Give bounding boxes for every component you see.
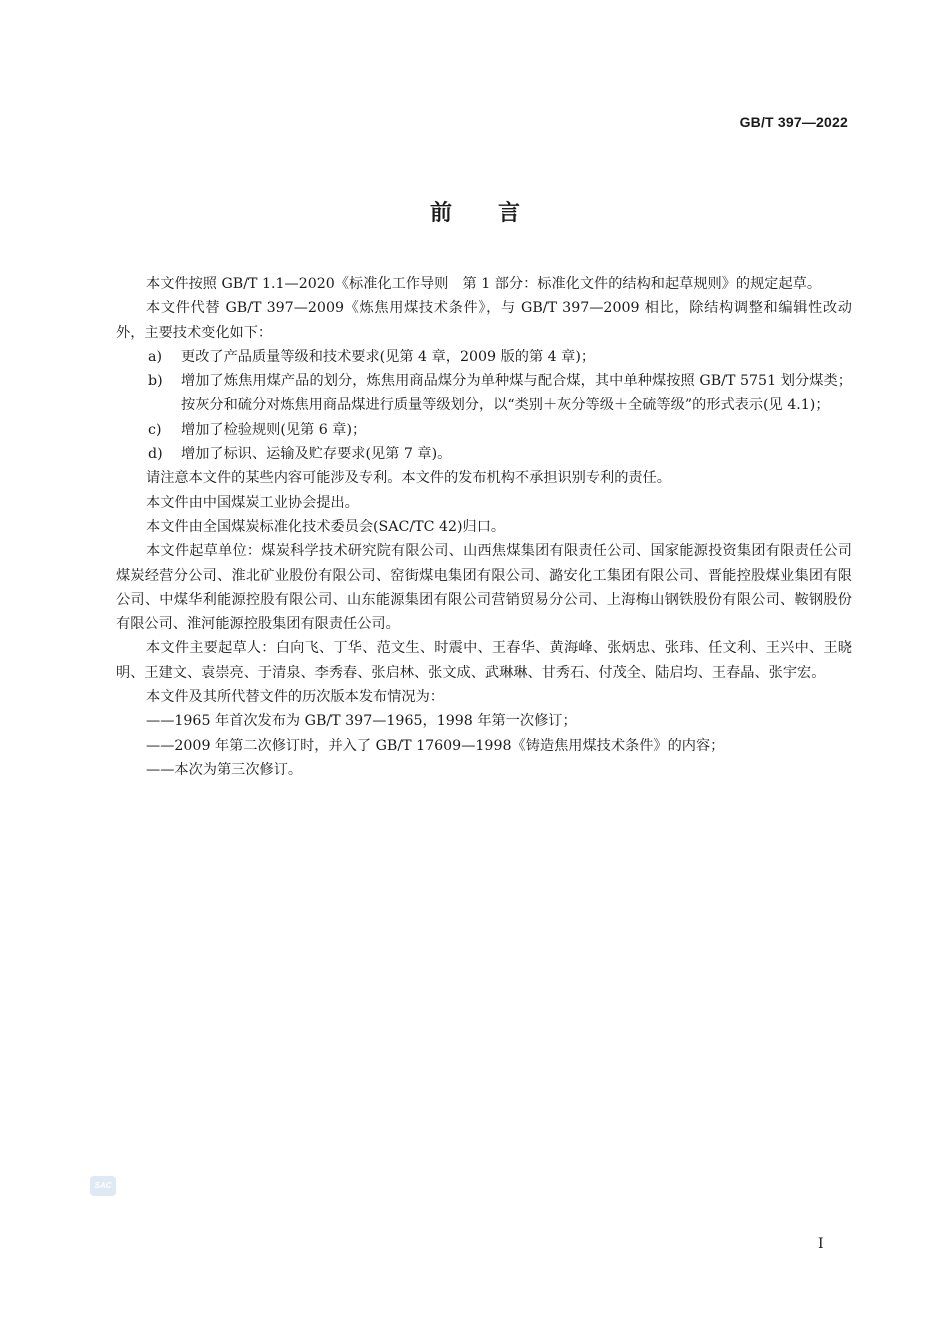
history-item: ——2009 年第二次修订时，并入了 GB/T 17609—1998《铸造焦用煤技术条件》的内容；: [146, 737, 725, 754]
paragraph-patent-notice: 请注意本文件的某些内容可能涉及专利。本文件的发布机构不承担识别专利的责任。: [146, 470, 671, 487]
paragraph-drafters: 本文件主要起草人：白向飞、丁华、范文生、时震中、王春华、黄海峰、张炳忠、张玮、任文利、王兴中、王晓明、王建文、袁崇亮、于清泉、李秀春、张启林、张文成、武琳琳、甘秀石、付茂全、陆启均、王春晶、张宇宏。: [116, 640, 852, 681]
paragraph-committee: 本文件由全国煤炭标准化技术委员会(SAC/TC 42)归口。: [146, 518, 506, 535]
list-marker: b): [148, 373, 163, 390]
standard-code: GB/T 397—2022: [739, 114, 848, 130]
foreword-body: [116, 272, 852, 782]
list-item-text: 更改了产品质量等级和技术要求(见第 4 章，2009 版的第 4 章)；: [181, 348, 596, 365]
paragraph-drafting-rules: 本文件按照 GB/T 1.1—2020《标准化工作导则 第 1 部分：标准化文件的结构和起草规则》的规定起草。: [146, 276, 822, 292]
sac-watermark-logo: SAC: [90, 1176, 116, 1196]
list-item-text: 增加了检验规则(见第 6 章)；: [181, 421, 367, 438]
list-item: [116, 442, 852, 466]
list-item-text: 增加了标识、运输及贮存要求(见第 7 章)。: [181, 446, 452, 463]
paragraph-drafting-units: 本文件起草单位：煤炭科学技术研究院有限公司、山西焦煤集团有限责任公司、国家能源投资集团有限责任公司煤炭经营分公司、淮北矿业股份有限公司、窑街煤电集团有限公司、潞安化工集团有限公司、晋能控股煤业集团有限公司、中煤华利能源控股有限公司、山东能源集团有限公司营销贸易分公司、上海梅山钢铁股份有限公司、鞍钢股份有限公司、淮河能源控股集团有限责任公司。: [116, 543, 852, 633]
list-item: [116, 345, 852, 369]
paragraph-replacement: 本文件代替 GB/T 397—2009《炼焦用煤技术条件》，与 GB/T 397—2009 相比，除结构调整和编辑性改动外，主要技术变化如下：: [116, 300, 852, 341]
list-marker: a): [148, 348, 162, 365]
page-number: I: [818, 1236, 824, 1252]
list-item: [116, 418, 852, 442]
page-title: 前言: [429, 201, 566, 226]
paragraph-proposer: 本文件由中国煤炭工业协会提出。: [146, 494, 359, 511]
history-item: ——1965 年首次发布为 GB/T 397—1965，1998 年第一次修订；: [146, 713, 577, 730]
paragraph-history-intro: 本文件及其所代替文件的历次版本发布情况为：: [146, 689, 444, 706]
list-item-text: 增加了炼焦用煤产品的划分，炼焦用商品煤分为单种煤与配合煤，其中单种煤按照 GB/T 5751 划分煤类；按灰分和硫分对炼焦用商品煤进行质量等级划分，以“类别＋灰分等级＋全硫等级”的形式表示(见 4.1)；: [181, 373, 852, 414]
list-item: [116, 369, 852, 418]
list-marker: d): [148, 446, 163, 463]
history-item: ——本次为第三次修订。: [146, 761, 303, 778]
list-marker: c): [148, 421, 162, 438]
